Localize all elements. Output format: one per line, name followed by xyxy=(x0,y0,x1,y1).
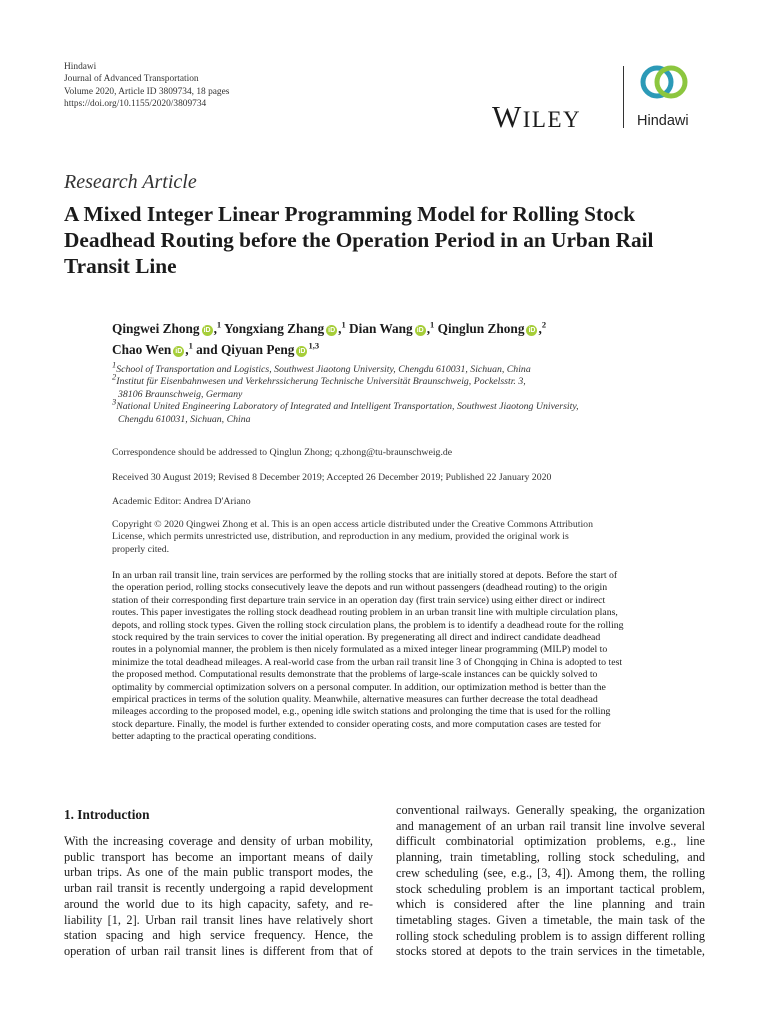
abstract: In an urban rail transit line, train services are performed by the rolling stocks that are initially stored at depots. Before the start of the operation period, rolling stocks consecutively leave the depots and run without passengers (deadhead routing) to the origin station of their corresponding first departure train service in an operation day (first train service) using either direct or indirect routes. This paper investigates the rolling stock deadhead routing problem in an urban transit line with multiple circulation plans, depots, and rolling stock types. Given the rolling stock circulation plans, the problem is to identify a deadhead route for the rolling stock required by the train services to cover the initial operation. By pregenerating all direct and indirect candidate deadhead routes in a polynomial manner, the problem is then nicely formulated as a mixed integer linear programming (MILP) model to minimize the total deadhead mileages. A real-world case from the urban rail transit line 3 of Chongqing in China is adopted to test the proposed method. Computational results demonstrate that the problems of large-scale instances can be quickly solved to optimality by commercial optimization solvers on a personal computer. In addition, our optimization method is better than the empirical practices in terms of the solution quality. Meanwhile, alternative measures can further decrease the total deadhead mileages according to the proposed model, e.g., opening idle switch stations and prolonging the time that is used for the rolling stock departure. Finally, the model is further extended to consider operating costs, and more computation cases are tested for better adapting to the practical operating conditions. xyxy=(112,570,624,743)
affiliation-text: National United Engineering Laboratory of Integrated and Intelligent Transportation, Southwest Jiaotong University, xyxy=(116,401,579,413)
orcid-icon[interactable]: iD xyxy=(203,327,211,334)
journal-header xyxy=(64,61,229,110)
academic-editor: Academic Editor: Andrea D'Ariano xyxy=(112,496,251,507)
article-dates: Received 30 August 2019; Revised 8 December 2019; Accepted 26 December 2019; Published 22 January 2020 xyxy=(112,472,552,483)
volume-info: Volume 2020, Article ID 3809734, 18 pages xyxy=(64,86,230,97)
title-line: Deadhead Routing before the Operation Period in an Urban Rail xyxy=(64,228,654,252)
copyright-notice: Copyright © 2020 Qingwei Zhong et al. This is an open access article distributed under the Creative Commons Attribution License, which permits unrestricted use, distribution, and reproduction in any medium, provided the original work is properly cited. xyxy=(112,519,593,555)
author-affiliation-mark: 1 xyxy=(430,319,435,330)
wiley-logo: WILEY xyxy=(492,99,582,134)
author-affiliation-mark: 1 xyxy=(341,319,346,330)
affiliation-text: 38106 Braunschweig, Germany xyxy=(118,388,243,400)
author-affiliation-mark: 1 xyxy=(188,340,193,351)
affiliation-text: Chengdu 610031, Sichuan, China xyxy=(118,413,251,425)
affiliation-text: Institut für Eisenbahnwesen und Verkehrssicherung Technische Universität Braunschweig, Pockelsstr. 3, xyxy=(116,376,526,388)
title-line: Transit Line xyxy=(64,254,177,278)
author-name[interactable]: Qingwei Zhong xyxy=(112,321,200,336)
affiliation-text: School of Transportation and Logistics, Southwest Jiaotong University, Chengdu 610031, Sichuan, China xyxy=(116,364,531,375)
article-title xyxy=(64,201,724,279)
author-list: Qingwei Zhong iD ,$^1$ Yongxiang Zhang iD ,$^1$ Dian Wang iD ,$^1$ Qinglun Zhong iD ,$^2$ Chao Wen iD ,$^1$ and Qiyuan Peng iD$^{1,3}$ xyxy=(112,319,547,357)
author-connector: and xyxy=(196,342,218,357)
title-line: A Mixed Integer Linear Programming Model for Rolling Stock xyxy=(64,202,636,226)
orcid-icon[interactable]: iD xyxy=(328,327,336,334)
orcid-icon[interactable]: iD xyxy=(528,327,536,334)
section-heading: 1. Introduction xyxy=(64,807,150,822)
author-name[interactable]: Qinglun Zhong xyxy=(437,321,525,336)
logo-divider xyxy=(623,66,624,128)
affiliations: $^1$School of Transportation and Logistics, Southwest Jiaotong University, Chengdu 610031, Sichuan, China $^2$Institut für Eisenbahnwesen und Verkehrssicherung Technische Universität Braunschweig, Pockelsstr. 3, 38106 Braunschweig, Germany $^3$National United Engineering Laboratory of Integrated and Intelligent Transportation, Southwest Jiaotong University, Chengdu 610031, Sichuan, China xyxy=(112,359,579,425)
hindawi-logo-text: Hindawi xyxy=(637,113,689,129)
author-name[interactable]: Dian Wang xyxy=(349,321,413,336)
hindawi-logo-icon xyxy=(637,60,693,113)
orcid-icon[interactable]: iD xyxy=(298,348,306,355)
doi-link[interactable]: https://doi.org/10.1155/2020/3809734 xyxy=(64,98,207,109)
journal-name: Journal of Advanced Transportation xyxy=(64,74,199,85)
author-affiliation-mark: 1 xyxy=(216,319,222,330)
author-name[interactable]: Chao Wen xyxy=(112,342,172,357)
author-name[interactable]: Qiyuan Peng xyxy=(220,342,295,357)
orcid-icon[interactable]: iD xyxy=(175,348,183,355)
article-type: Research Article xyxy=(64,171,197,193)
publisher-name: Hindawi xyxy=(64,62,97,72)
author-affiliation-mark: 2 xyxy=(541,319,547,330)
correspondence: Correspondence should be addressed to Qinglun Zhong; q.zhong@tu-braunschweig.de xyxy=(112,447,453,458)
author-name[interactable]: Yongxiang Zhang xyxy=(223,321,325,336)
body-column-right: conventional railways. Generally speaking, the organization and management of an urban rail transit line involve several difficult combinatorial optimization problems, e.g., line planning, train timetabling, rolling stock scheduling, and crew scheduling (see, e.g., [3, 4]). Among them, the rolling stock scheduling problem is an important tactical problem, which is considered after the line planning and train timetabling stages. Given a timetable, the main task of the rolling stock scheduling problem is to assign different rolling stocks stored at depots to the train services in the timetable, xyxy=(396,803,705,959)
orcid-icon[interactable]: iD xyxy=(416,327,424,334)
author-affiliation-mark: 1,3 xyxy=(308,340,320,351)
body-column-left: With the increasing coverage and density of urban mobility, public transport has become an important means of daily urban trips. As one of the main public transport modes, the urban rail transit is recently undergoing a rapid development around the world due to its high capacity, safety, and re- liability [1, 2]. Urban rail transit lines have relatively short station spacing and high service frequency. Hence, the operation of urban rail transit lines is different from that of xyxy=(64,834,373,958)
